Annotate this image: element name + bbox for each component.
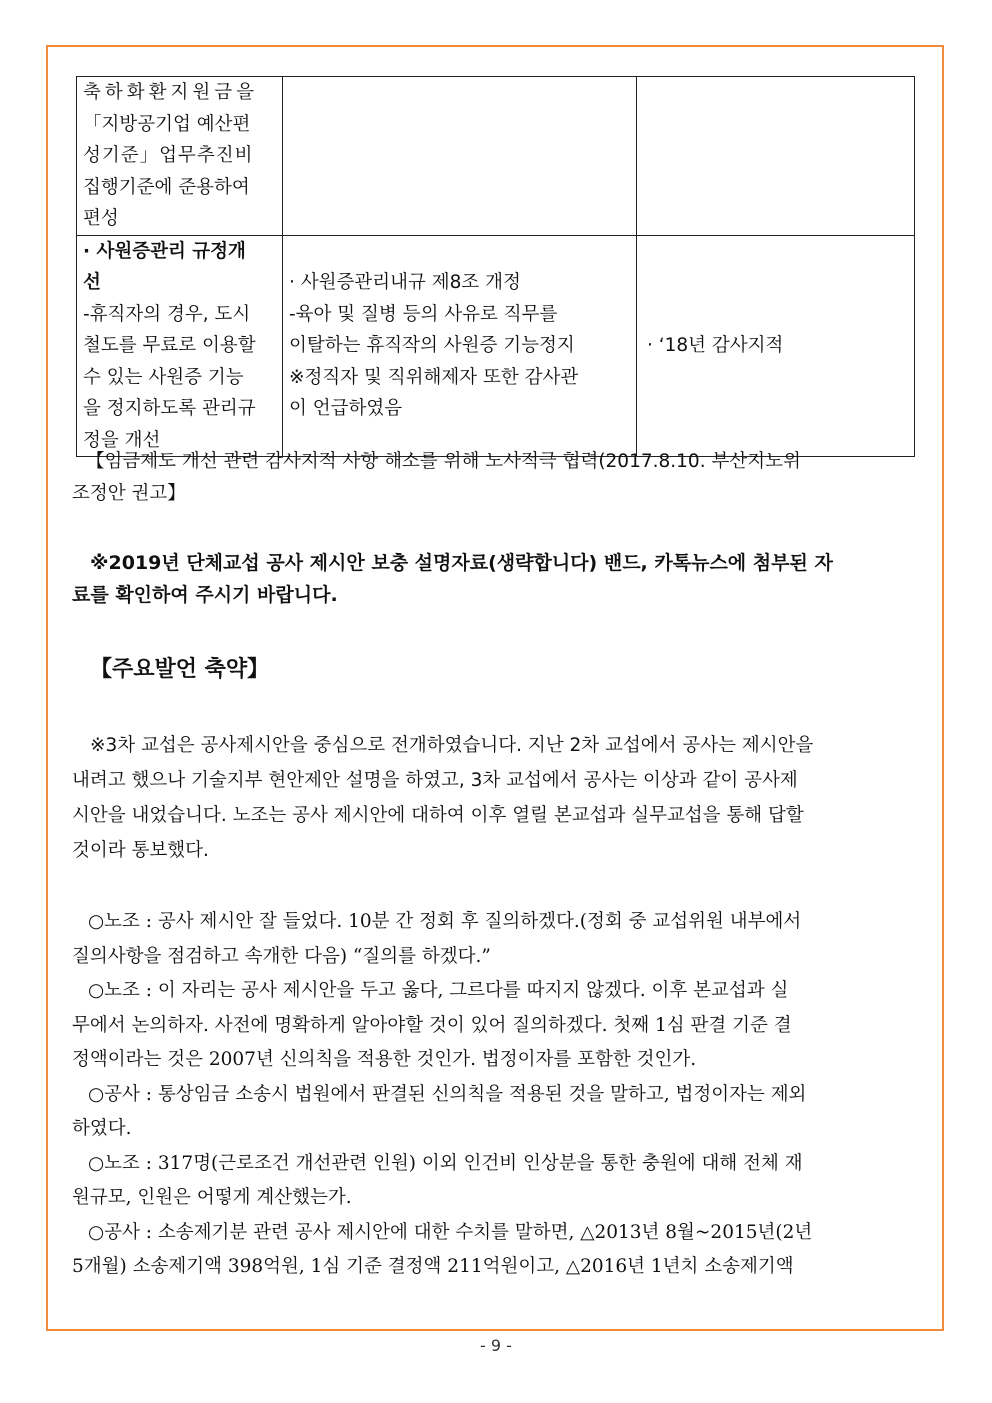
notice-paragraph bbox=[72, 547, 920, 611]
intro-paragraph bbox=[72, 728, 920, 868]
table-cell-remark bbox=[637, 77, 915, 236]
text-line: 내려고 했으나 기술지부 현안제안 설명을 하였고, 3차 교섭에서 공사는 이상과 같이 공사제 bbox=[72, 770, 798, 791]
dialogue-section bbox=[72, 905, 920, 1285]
cell-line: 편성 bbox=[83, 208, 119, 229]
dialogue-line: ○노조 : 317명(근로조건 개선관련 인원) 이외 인건비 인상분을 통한 충원에 대해 전체 재 bbox=[88, 1152, 803, 1174]
note-paragraph bbox=[72, 446, 920, 510]
text-line: 【임금제도 개선 관련 감사지적 사항 해소를 위해 노사적극 협력(2017.8.10. 부산지노위 bbox=[86, 451, 801, 472]
dialogue-line: 정액이라는 것은 2007년 신의칙을 적용한 것인가. 법정이자를 포함한 것인가. bbox=[72, 1049, 697, 1070]
dialogue-line: 하였다. bbox=[72, 1118, 132, 1139]
dialogue-line: ○공사 : 통상임금 소송시 법원에서 판결된 신의칙을 적용된 것을 말하고, 법정이자는 제외 bbox=[88, 1083, 807, 1105]
cell-line: 을 정지하도록 관리규 bbox=[83, 398, 256, 419]
cell-line: 성기준」업무추진비 bbox=[83, 145, 254, 166]
cell-line: · 사원증관리내규 제8조 개정 bbox=[289, 272, 521, 293]
text-line: 료를 확인하여 주시기 바랍니다. bbox=[72, 584, 338, 606]
dialogue-line: ○노조 : 이 자리는 공사 제시안을 두고 옳다, 그르다를 따지지 않겠다. 이후 본교섭과 실 bbox=[88, 980, 789, 1001]
section-heading: 【주요발언 축약】 bbox=[90, 657, 270, 682]
cell-line: 이탈하는 휴직작의 사원증 기능정지 bbox=[289, 335, 575, 356]
table-cell-item bbox=[77, 77, 283, 236]
dialogue-line: ○공사 : 소송제기분 관련 공사 제시안에 대한 수치를 말하면, △2013년 8월~2015년(2년 bbox=[88, 1221, 813, 1243]
audit-table bbox=[76, 76, 915, 457]
cell-line: 「지방공기업 예산편 bbox=[83, 113, 251, 135]
cell-line: -육아 및 질병 등의 사유로 직무를 bbox=[289, 303, 558, 325]
dialogue-line: 5개월) 소송제기액 398억원, 1심 기준 결정액 211억원이고, △2016년 1년치 소송제기액 bbox=[72, 1256, 794, 1277]
cell-title-line: 선 bbox=[83, 272, 101, 293]
table-cell-remark bbox=[637, 235, 915, 457]
cell-line: 정을 개선 bbox=[83, 429, 161, 451]
dialogue-line: 원규모, 인원은 어떻게 계산했는가. bbox=[72, 1187, 352, 1208]
table-cell-action bbox=[283, 77, 637, 236]
text-line: ※3차 교섭은 공사제시안을 중심으로 전개하였습니다. 지난 2차 교섭에서 공사는 제시안을 bbox=[90, 735, 814, 756]
page-number: - 9 - bbox=[480, 1336, 512, 1355]
cell-line: 집행기준에 준용하여 bbox=[83, 176, 250, 198]
table-cell-item bbox=[77, 235, 283, 457]
cell-title-line: · 사원증관리 규정개 bbox=[83, 240, 246, 262]
text-line: ※2019년 단체교섭 공사 제시안 보충 설명자료(생략합니다) 밴드, 카톡뉴스에 첨부된 자 bbox=[90, 552, 833, 574]
table-row bbox=[77, 235, 915, 457]
cell-line: 철도를 무료로 이용할 bbox=[83, 335, 256, 356]
dialogue-line: ○노조 : 공사 제시안 잘 들었다. 10분 간 정회 후 질의하겠다.(정회 중 교섭위원 내부에서 bbox=[88, 911, 802, 932]
table-row bbox=[77, 77, 915, 236]
dialogue-line: 질의사항을 점검하고 속개한 다음) “질의를 하겠다.” bbox=[72, 945, 491, 967]
text-line: 조정안 권고】 bbox=[72, 483, 186, 504]
cell-line: · ‘18년 감사지적 bbox=[647, 335, 784, 356]
cell-line: ※정직자 및 직위해제자 또한 감사관 bbox=[289, 366, 579, 388]
cell-line: -휴직자의 경우, 도시 bbox=[83, 303, 251, 325]
dialogue-line: 무에서 논의하자. 사전에 명확하게 알아야할 것이 있어 질의하겠다. 첫째 1심 판결 기준 결 bbox=[72, 1014, 792, 1036]
cell-line: 이 언급하였음 bbox=[289, 398, 403, 419]
cell-line: 수 있는 사원증 기능 bbox=[83, 366, 244, 388]
cell-line: 축하화환지원금을 bbox=[83, 82, 258, 103]
text-line: 것이라 통보했다. bbox=[72, 840, 209, 861]
table-cell-action bbox=[283, 235, 637, 457]
text-line: 시안을 내었습니다. 노조는 공사 제시안에 대하여 이후 열릴 본교섭과 실무교섭을 통해 답할 bbox=[72, 805, 804, 826]
